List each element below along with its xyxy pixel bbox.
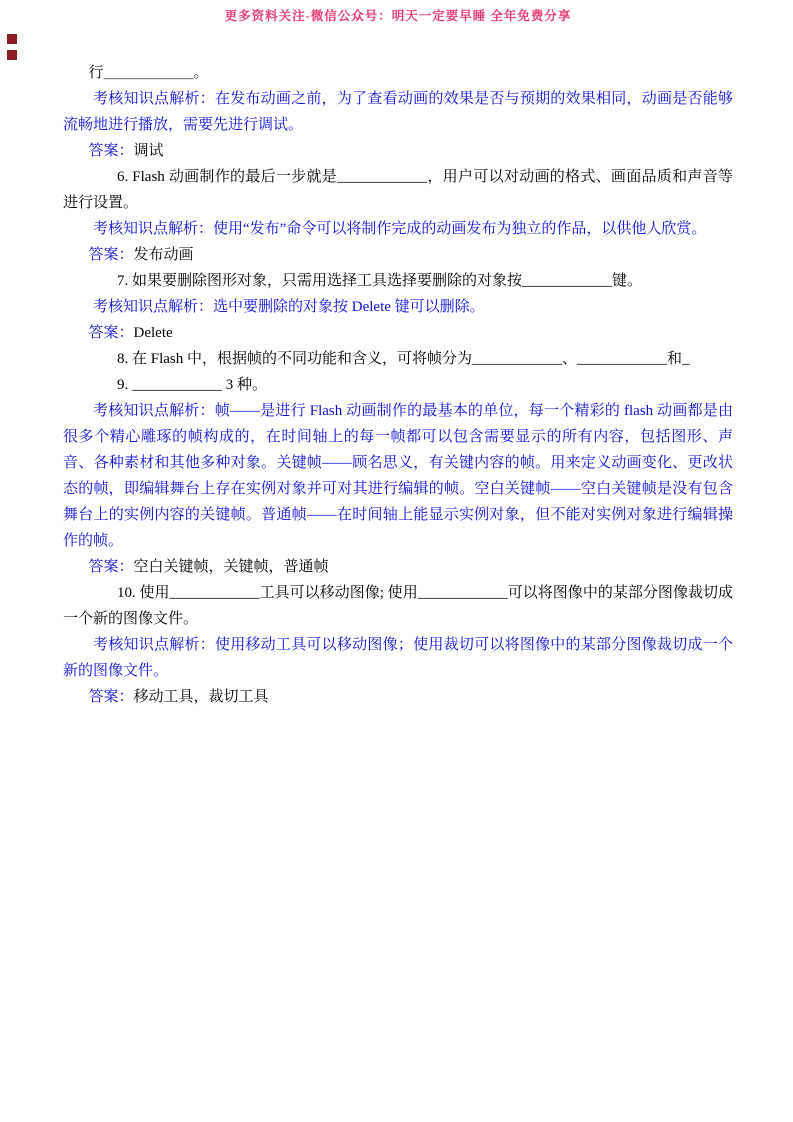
continuation-paragraph: 行＿＿＿＿＿＿。 <box>88 65 209 81</box>
document-body <box>63 60 733 710</box>
analysis-paragraph: 考核知识点解析：使用“发布”命令可以将制作完成的动画发布为独立的作品，以供他人欣赏。 <box>93 221 707 237</box>
question-paragraph: 9. ____________ 3 种。 <box>117 377 268 393</box>
header-notice: 更多资料关注-微信公众号：明天一定要早睡 全年免费分享 <box>224 9 572 23</box>
analysis-paragraph: 考核知识点解析：使用移动工具可以移动图像；使用裁切可以将图像中的某部分图像裁切成一个新的图像文件。 <box>63 637 733 679</box>
margin-marker-icon <box>7 50 17 60</box>
answer-paragraph <box>63 138 733 164</box>
answer-value: Delete <box>133 325 173 341</box>
answer-label: 答案： <box>88 689 134 705</box>
answer-label: 答案： <box>88 325 134 341</box>
answer-paragraph <box>63 320 733 346</box>
answer-label: 答案： <box>88 559 134 575</box>
answer-value: 发布动画 <box>133 247 194 263</box>
answer-paragraph <box>63 242 733 268</box>
answer-paragraph <box>63 684 733 710</box>
question-paragraph: 8. 在 Flash 中，根据帧的不同功能和含义，可将帧分为____________、____________和_ <box>117 351 690 367</box>
question-paragraph: 6. Flash 动画制作的最后一步就是____________，用户可以对动画的格式、画面品质和声音等进行设置。 <box>63 169 733 211</box>
question-paragraph: 7. 如果要删除图形对象，只需用选择工具选择要删除的对象按____________键。 <box>117 273 643 289</box>
answer-label: 答案： <box>88 143 134 159</box>
answer-label: 答案： <box>88 247 134 263</box>
answer-value: 移动工具，裁切工具 <box>133 689 269 705</box>
answer-value: 调试 <box>133 143 164 159</box>
answer-value: 空白关键帧，关键帧，普通帧 <box>133 559 329 575</box>
analysis-paragraph: 考核知识点解析：帧——是进行 Flash 动画制作的最基本的单位，每一个精彩的 flash 动画都是由很多个精心雕琢的帧构成的，在时间轴上的每一帧都可以包含需要显示的所有内容，包括图形、声音、各种素材和其他多种对象。关键帧——顾名思义，有关键内容的帧。用来定义动画变化、更改状态的帧，即编辑舞台上存在实例对象并可对其进行编辑的帧。空白关键帧——空白关键帧是没有包含舞台上的实例内容的关键帧。普通帧——在时间轴上能显示实例对象，但不能对实例对象进行编辑操作的帧。 <box>63 403 733 549</box>
analysis-paragraph: 考核知识点解析：在发布动画之前，为了查看动画的效果是否与预期的效果相同，动画是否能够流畅地进行播放，需要先进行调试。 <box>63 91 733 133</box>
margin-marker-icon <box>7 34 17 44</box>
answer-paragraph <box>63 554 733 580</box>
question-paragraph: 10. 使用____________工具可以移动图像; 使用____________可以将图像中的某部分图像裁切成一个新的图像文件。 <box>63 585 733 627</box>
analysis-paragraph: 考核知识点解析：选中要删除的对象按 Delete 键可以删除。 <box>93 299 485 315</box>
